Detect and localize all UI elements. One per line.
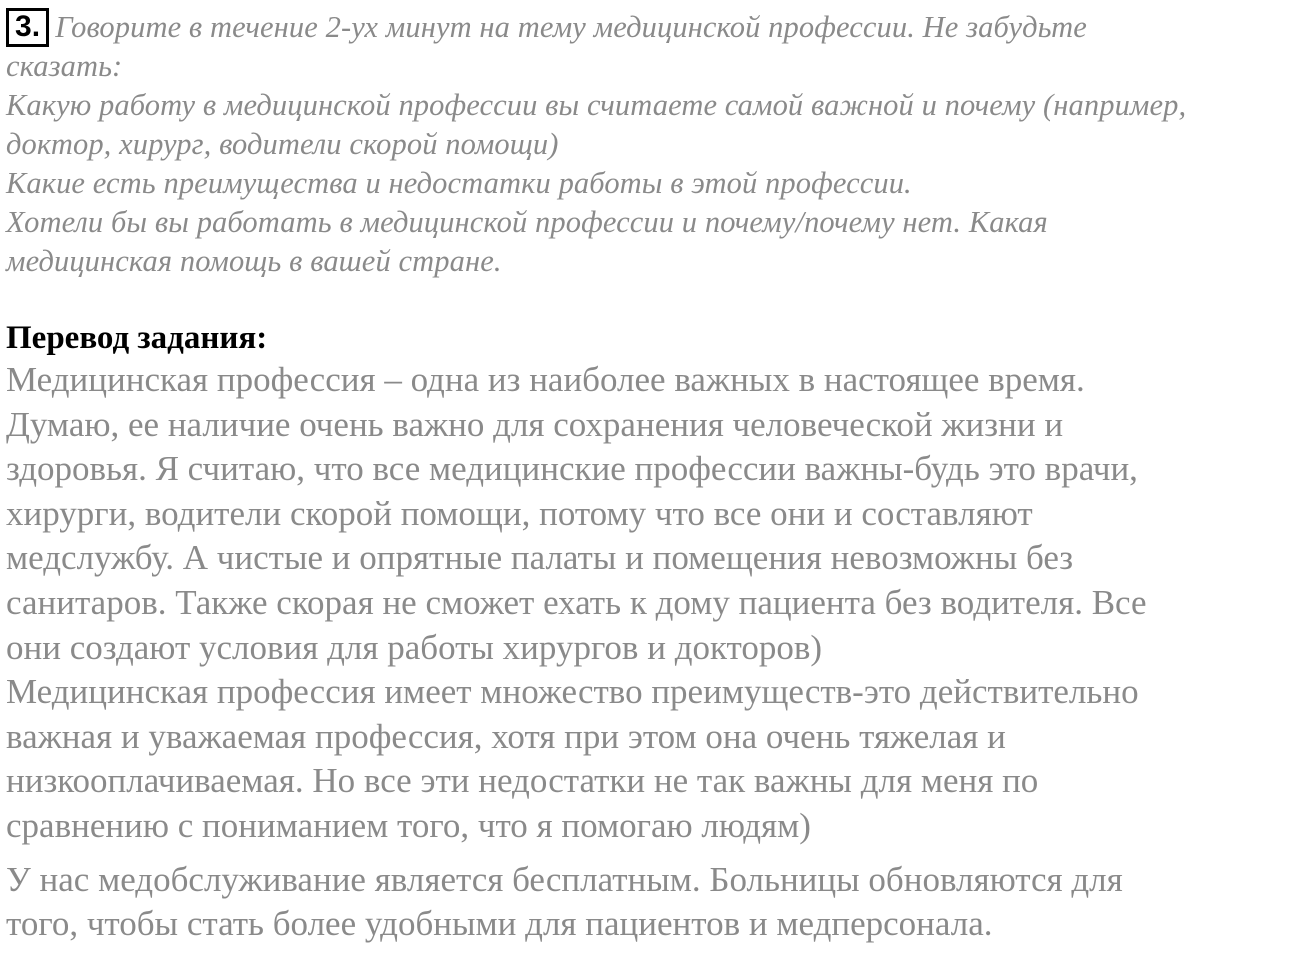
task-block bbox=[6, 8, 1288, 281]
translation-line: того, чтобы стать более удобными для пациентов и медперсонала. bbox=[6, 904, 993, 944]
task-line: сказать: bbox=[6, 49, 123, 83]
task-line: Какие есть преимущества и недостатки работы в этой профессии. bbox=[6, 166, 912, 200]
task-line: Какую работу в медицинской профессии вы считаете самой важной и почему (например, bbox=[6, 88, 1187, 122]
translation-line: здоровья. Я считаю, что все медицинские профессии важны-будь это врачи, bbox=[6, 449, 1138, 489]
translation-line: хирурги, водители скорой помощи, потому что все они и составляют bbox=[6, 493, 1033, 533]
translation-heading: Перевод задания: bbox=[6, 320, 268, 356]
task-line bbox=[6, 8, 1288, 47]
task-line-text: Говорите в течение 2-ух минут на тему медицинской профессии. Не забудьте bbox=[55, 10, 1087, 44]
task-line: доктор, хирург, водители скорой помощи) bbox=[6, 127, 559, 161]
document-page bbox=[6, 8, 1288, 947]
translation-line: медслужбу. А чистые и опрятные палаты и помещения невозможны без bbox=[6, 538, 1074, 578]
translation-line: важная и уважаемая профессия, хотя при этом она очень тяжелая и bbox=[6, 716, 1006, 756]
translation-line: Медицинская профессия – одна из наиболее важных в настоящее время. bbox=[6, 360, 1085, 399]
translation-line: санитаров. Также скорая не сможет ехать к дому пациента без водителя. Все bbox=[6, 582, 1147, 622]
translation-line: У нас медобслуживание является бесплатным. Больницы обновляются для bbox=[6, 859, 1123, 899]
task-number-badge: 3. bbox=[6, 8, 49, 47]
translation-body bbox=[6, 358, 1288, 849]
translation-line: они создают условия для работы хирургов и докторов) bbox=[6, 627, 823, 667]
task-line: Хотели бы вы работать в медицинской профессии и почему/почему нет. Какая bbox=[6, 205, 1048, 239]
task-line: медицинская помощь в вашей стране. bbox=[6, 244, 502, 278]
translation-line: Медицинская профессия имеет множество преимуществ-это действительно bbox=[6, 672, 1139, 712]
translation-line: Думаю, ее наличие очень важно для сохранения человеческой жизни и bbox=[6, 404, 1064, 444]
translation-line: низкооплачиваемая. Но все эти недостатки не так важны для меня по bbox=[6, 761, 1039, 801]
translation-final-paragraph bbox=[6, 858, 1288, 947]
translation-line: сравнению с пониманием того, что я помогаю людям) bbox=[6, 805, 811, 845]
